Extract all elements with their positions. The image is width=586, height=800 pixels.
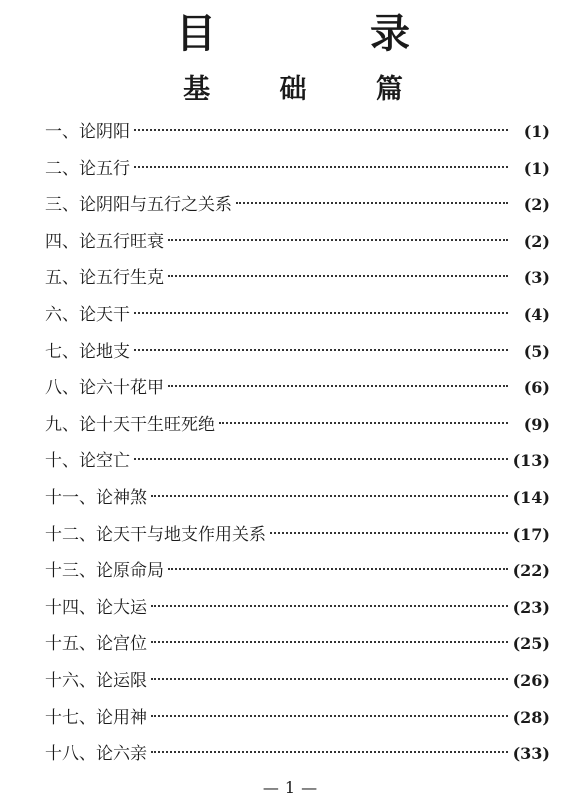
toc-entry-page-number: (2) (523, 195, 550, 215)
toc-entry-page-number: (23) (512, 597, 550, 617)
toc-entry-title: 六、论天干 (45, 304, 130, 325)
toc-entry-title: 十七、论用神 (45, 707, 147, 728)
dot-leader (134, 312, 508, 314)
toc-entry[interactable] (45, 443, 550, 480)
toc-entry-page-number: (17) (512, 524, 550, 544)
toc-entry[interactable] (45, 736, 550, 773)
dot-leader (219, 422, 508, 424)
toc-entry-title: 四、论五行旺衰 (45, 231, 164, 252)
toc-entry-title: 十一、论神煞 (45, 487, 147, 508)
toc-entry-title: 九、论十天干生旺死绝 (45, 414, 215, 435)
dot-leader (134, 349, 508, 351)
dot-leader (168, 385, 508, 387)
dot-leader (168, 239, 508, 241)
toc-entry-title: 七、论地支 (45, 341, 130, 362)
toc-entry-title: 八、论六十花甲 (45, 378, 164, 399)
page-number: —1— (262, 778, 324, 797)
toc-entry[interactable] (45, 553, 550, 590)
toc-entry[interactable] (45, 297, 550, 334)
toc-entry-page-number: (1) (523, 122, 550, 141)
dot-leader (168, 568, 508, 570)
dot-leader (134, 129, 508, 131)
toc-entry-title: 十六、论运限 (45, 670, 147, 691)
toc-entry-page-number: (28) (512, 707, 550, 727)
toc-entry-page-number: (9) (523, 414, 550, 434)
dot-leader (151, 678, 508, 680)
toc-entry-title: 二、论五行 (45, 158, 130, 179)
toc-entry-page-number: (22) (512, 561, 550, 581)
toc-entry-page-number: (26) (512, 670, 550, 690)
section-heading: 基 础 篇 (183, 74, 433, 105)
toc-entry-title: 三、论阴阳与五行之关系 (45, 195, 232, 216)
toc-entry-page-number: (33) (512, 744, 550, 764)
dot-leader (151, 495, 508, 497)
page-title: 目 录 (176, 11, 480, 57)
toc-entry-title: 十四、论大运 (45, 597, 147, 618)
toc-entry-title: 十三、论原命局 (45, 561, 164, 582)
toc-entry[interactable] (45, 151, 550, 188)
toc-entry[interactable] (45, 517, 550, 554)
toc-entry[interactable] (45, 700, 550, 737)
toc-entry[interactable] (45, 187, 550, 224)
toc-entry-page-number: (5) (523, 341, 550, 361)
dot-leader (151, 751, 508, 753)
toc-entry-title: 十五、论宫位 (45, 634, 147, 655)
toc-entry-page-number: (1) (523, 158, 550, 178)
dot-leader (151, 641, 508, 643)
toc-entry-title: 十八、论六亲 (45, 744, 147, 765)
toc-entry[interactable] (45, 626, 550, 663)
toc-entry[interactable] (45, 590, 550, 627)
toc-entry[interactable] (45, 260, 550, 297)
toc-entry-page-number: (4) (523, 304, 550, 324)
toc-entry-page-number: (13) (512, 451, 550, 471)
toc-entry[interactable] (45, 224, 550, 261)
toc-entry-page-number: (6) (523, 378, 550, 398)
toc-entry[interactable] (45, 370, 550, 407)
toc-entry-title: 一、论阴阳 (45, 122, 130, 142)
dot-leader (270, 532, 508, 534)
dot-leader (168, 275, 508, 277)
dot-leader (134, 166, 508, 168)
toc-entry[interactable] (45, 114, 550, 151)
dot-leader (151, 715, 508, 717)
toc-entry[interactable] (45, 334, 550, 371)
dot-leader (134, 458, 508, 460)
dot-leader (151, 605, 508, 607)
toc-entry-page-number: (14) (512, 487, 550, 507)
toc-entry[interactable] (45, 407, 550, 444)
toc-entry-page-number: (25) (512, 634, 550, 654)
toc-entry-title: 十、论空亡 (45, 451, 130, 472)
dot-leader (236, 202, 508, 204)
toc-entry[interactable] (45, 480, 550, 517)
toc-entry-page-number: (2) (523, 231, 550, 251)
toc-entry-title: 五、论五行生克 (45, 268, 164, 289)
toc-entry[interactable] (45, 663, 550, 700)
toc-entry-page-number: (3) (523, 268, 550, 288)
toc-list (45, 114, 550, 773)
toc-entry-title: 十二、论天干与地支作用关系 (45, 524, 266, 545)
